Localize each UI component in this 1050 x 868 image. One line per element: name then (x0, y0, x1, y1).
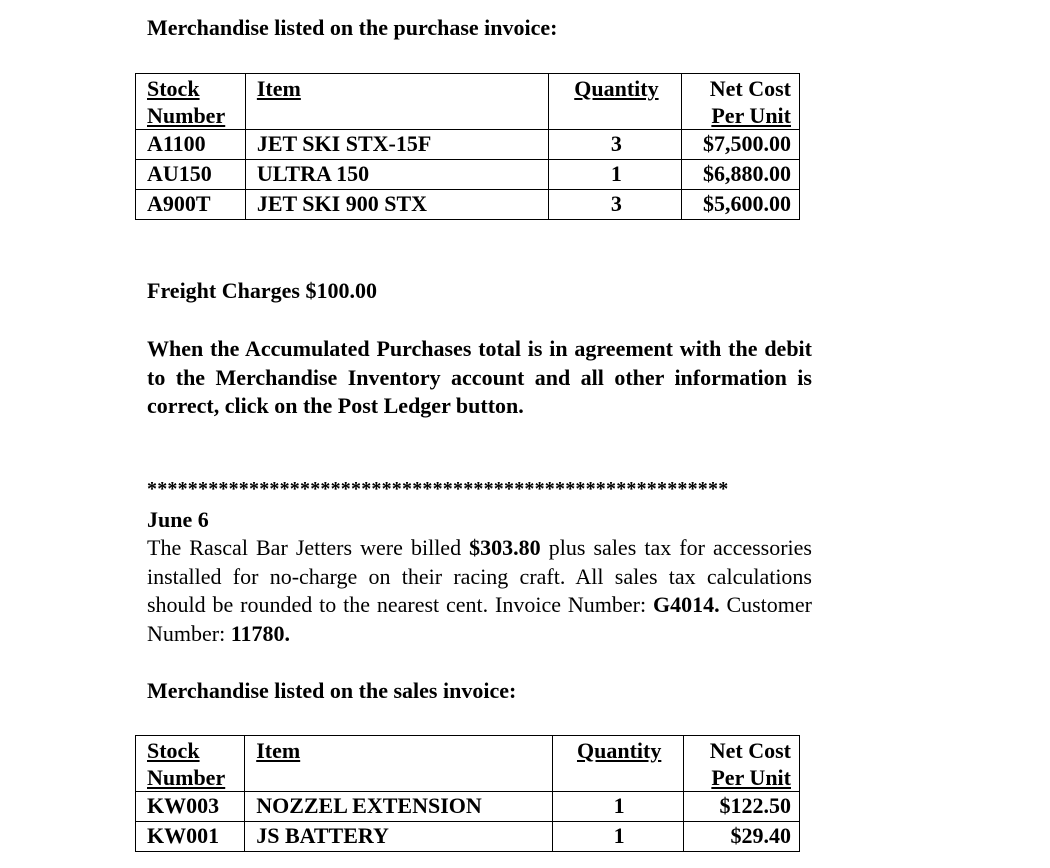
purchase-invoice-heading: Merchandise listed on the purchase invoice: (147, 15, 558, 40)
cell-cost: $29.40 (683, 822, 799, 852)
header-stock-line1: Stock (147, 76, 200, 101)
cell-item: JET SKI STX-15F (245, 130, 548, 160)
june-date-heading: June 6 (147, 507, 209, 532)
header-stock-number (136, 74, 246, 130)
cell-item: JET SKI 900 STX (245, 190, 548, 220)
cell-item: JS BATTERY (245, 822, 552, 852)
table-row (136, 130, 800, 160)
june-text-1: The Rascal Bar Jetters were billed (147, 535, 470, 560)
header-cost-line1: Net Cost (709, 738, 791, 763)
cell-stock: A900T (136, 190, 246, 220)
cell-stock: KW003 (136, 792, 245, 822)
header-cost-line1: Net Cost (709, 76, 791, 101)
june-text-2: plus sales tax for accessories installed for no-charge on their racing craft. All sales tax calculations should be rounded to the nearest cent. Invoice Number: (147, 535, 812, 617)
table-row (136, 160, 800, 190)
header-quantity (549, 74, 682, 130)
header-stock-line2: Number (147, 103, 226, 128)
post-ledger-instruction: When the Accumulated Purchases total is in agreement with the debit to the Merchandise Inventory account and all other information is correct, click on the Post Ledger button. (147, 336, 812, 418)
invoice-number: G4014. (652, 592, 720, 617)
cell-cost: $5,600.00 (681, 190, 799, 220)
table-row (136, 190, 800, 220)
header-item-label: Item (256, 738, 301, 763)
separator-line: ********************************************************* (147, 478, 729, 500)
header-quantity-label: Quantity (576, 738, 662, 763)
customer-number: 11780. (230, 620, 290, 646)
cell-cost: $122.50 (683, 792, 799, 822)
purchase-invoice-table (135, 73, 800, 220)
header-cost-line2: Per Unit (711, 103, 791, 128)
cell-quantity: 1 (549, 160, 682, 190)
cell-cost: $7,500.00 (681, 130, 799, 160)
table-header-row (136, 736, 800, 792)
sales-invoice-heading: Merchandise listed on the sales invoice: (147, 678, 517, 703)
table-header-row (136, 74, 800, 130)
cell-stock: A1100 (136, 130, 246, 160)
freight-charges: Freight Charges $100.00 (147, 278, 377, 303)
cell-cost: $6,880.00 (681, 160, 799, 190)
header-stock-number (136, 736, 245, 792)
cell-item: NOZZEL EXTENSION (245, 792, 552, 822)
header-quantity (552, 736, 683, 792)
header-stock-line2: Number (147, 765, 226, 790)
sales-invoice-table (135, 735, 800, 852)
cell-stock: AU150 (136, 160, 246, 190)
header-item (245, 74, 548, 130)
table-row (136, 822, 800, 852)
cell-quantity: 3 (549, 130, 682, 160)
table-row (136, 792, 800, 822)
june-transaction-description (147, 534, 812, 648)
cell-quantity: 1 (552, 792, 683, 822)
header-net-cost (681, 74, 799, 130)
header-cost-line2: Per Unit (711, 765, 791, 790)
header-stock-line1: Stock (147, 738, 200, 763)
cell-quantity: 3 (549, 190, 682, 220)
cell-stock: KW001 (136, 822, 245, 852)
june-text-3: Customer Number: (147, 592, 812, 646)
cell-item: ULTRA 150 (245, 160, 548, 190)
billed-amount: $303.80 (469, 535, 541, 560)
header-quantity-label: Quantity (574, 76, 659, 101)
header-item-label: Item (256, 76, 301, 101)
header-item (245, 736, 552, 792)
cell-quantity: 1 (552, 822, 683, 852)
header-net-cost (683, 736, 799, 792)
